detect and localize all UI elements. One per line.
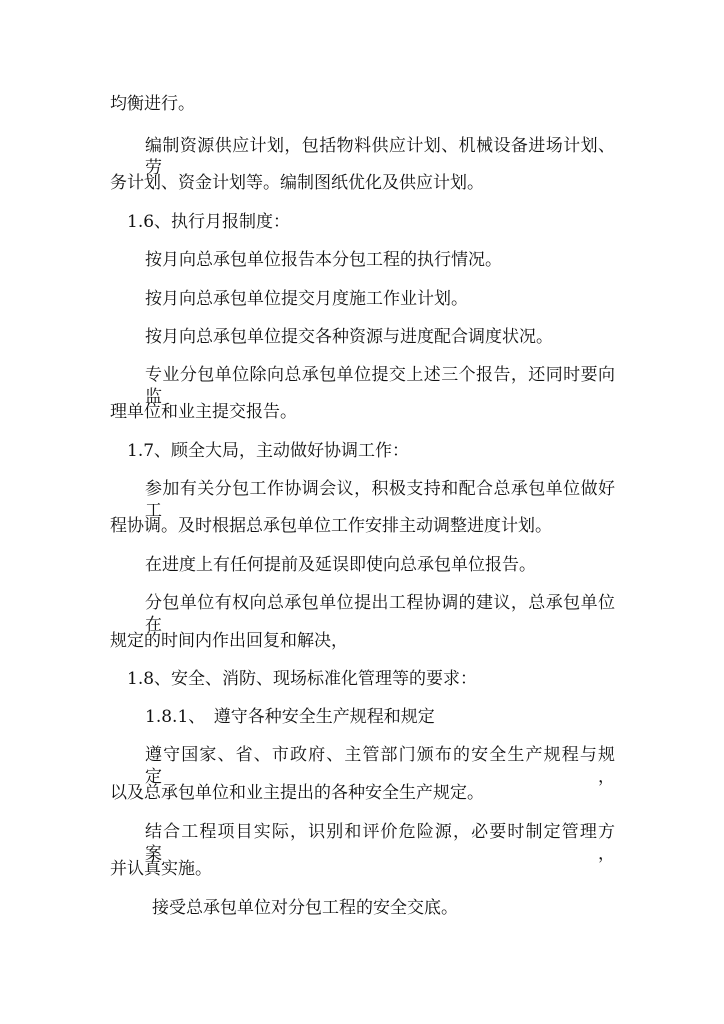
text-line: 按月向总承包单位提交各种资源与进度配合调度状况。 bbox=[145, 327, 553, 347]
text-line: 均衡进行。 bbox=[110, 94, 195, 114]
text-line: 遵守国家、省、市政府、主管部门颁布的安全生产规程与规定， bbox=[145, 745, 615, 787]
text-line: 规定的时间内作出回复和解决， bbox=[110, 631, 348, 651]
section-heading-1-8: 1.8、安全、消防、现场标准化管理等的要求： bbox=[127, 669, 478, 689]
text-line: 结合工程项目实际，识别和评价危险源，必要时制定管理方案， bbox=[145, 822, 615, 864]
text-line: 理单位和业主提交报告。 bbox=[110, 402, 297, 422]
text-line: 程协调。及时根据总承包单位工作安排主动调整进度计划。 bbox=[110, 516, 552, 536]
text-line: 编制资源供应计划，包括物料供应计划、机械设备进场计划、劳 bbox=[145, 136, 615, 178]
text-line: 在进度上有任何提前及延误即使向总承包单位报告。 bbox=[145, 555, 536, 575]
text-line: 以及总承包单位和业主提出的各种安全生产规定。 bbox=[110, 783, 484, 803]
text-line: 专业分包单位除向总承包单位提交上述三个报告，还同时要向监 bbox=[145, 365, 615, 407]
subsection-heading-1-8-1: 1.8.1、 遵守各种安全生产规程和规定 bbox=[145, 707, 435, 727]
text-line: 按月向总承包单位提交月度施工作业计划。 bbox=[145, 289, 468, 309]
text-line: 并认真实施。 bbox=[110, 859, 212, 879]
text-line: 参加有关分包工作协调会议，积极支持和配合总承包单位做好工 bbox=[145, 479, 615, 521]
section-heading-1-6: 1.6、执行月报制度： bbox=[127, 212, 291, 232]
text-line: 接受总承包单位对分包工程的安全交底。 bbox=[152, 898, 458, 918]
text-line: 分包单位有权向总承包单位提出工程协调的建议，总承包单位在 bbox=[145, 593, 615, 635]
text-line: 按月向总承包单位报告本分包工程的执行情况。 bbox=[145, 250, 502, 270]
text-line: 务计划、资金计划等。编制图纸优化及供应计划。 bbox=[110, 173, 484, 193]
section-heading-1-7: 1.7、顾全大局，主动做好协调工作： bbox=[127, 441, 410, 461]
